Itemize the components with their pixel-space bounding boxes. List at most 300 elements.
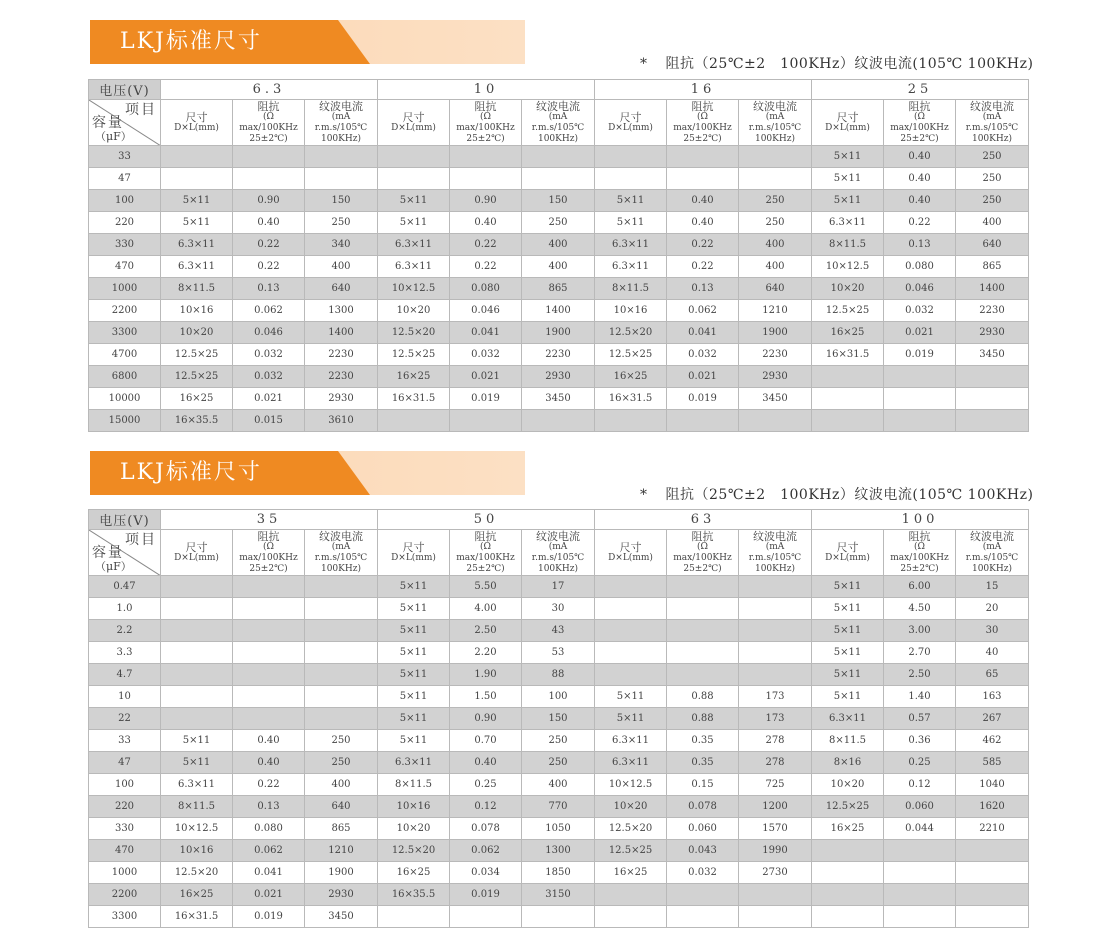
impedance-cell: 0.043 (667, 840, 739, 862)
ripple-current-cell: 1900 (522, 322, 595, 344)
ripple-current-cell: 250 (956, 190, 1029, 212)
impedance-cell: 0.40 (233, 212, 305, 234)
ripple-current-cell: 2930 (739, 366, 812, 388)
impedance-cell (884, 388, 956, 410)
impedance-cell: 0.22 (667, 256, 739, 278)
table-row (89, 906, 1029, 928)
ripple-header-line1: 纹波电流 (319, 99, 363, 113)
impedance-header-line3: 25±2℃) (466, 563, 505, 574)
ripple-current-cell: 770 (522, 796, 595, 818)
impedance-cell: 0.080 (884, 256, 956, 278)
ripple-current-cell: 53 (522, 642, 595, 664)
ripple-header-line1: 纹波电流 (970, 529, 1014, 543)
size-cell: 5×11 (161, 190, 233, 212)
size-cell: 5×11 (812, 190, 884, 212)
size-cell (595, 664, 667, 686)
size-cell: 6.3×11 (595, 752, 667, 774)
size-cell (378, 906, 450, 928)
size-cell (595, 906, 667, 928)
table-row (89, 234, 1029, 256)
impedance-cell: 0.060 (667, 818, 739, 840)
measurement-note (640, 53, 1033, 73)
impedance-cell: 0.90 (450, 190, 522, 212)
size-cell: 5×11 (378, 730, 450, 752)
table-row (89, 818, 1029, 840)
ripple-column-header (522, 530, 595, 576)
voltage-value: 6.3 (161, 80, 378, 100)
ripple-current-cell: 2210 (956, 818, 1029, 840)
size-header-line2: D×L(mm) (174, 552, 219, 563)
size-cell: 16×31.5 (812, 344, 884, 366)
impedance-cell: 1.50 (450, 686, 522, 708)
voltage-label: 电压(V) (89, 510, 161, 530)
impedance-cell (884, 410, 956, 432)
ripple-current-cell: 865 (956, 256, 1029, 278)
note-star: * (640, 56, 648, 72)
impedance-header-line2: (Ω max/100KHz (673, 541, 732, 563)
impedance-cell: 0.40 (667, 190, 739, 212)
impedance-cell: 4.00 (450, 598, 522, 620)
size-cell: 10×20 (378, 818, 450, 840)
ripple-header-line3: 100KHz) (537, 133, 578, 144)
impedance-cell: 0.13 (667, 278, 739, 300)
ripple-current-cell (956, 388, 1029, 410)
impedance-cell (884, 366, 956, 388)
impedance-cell: 0.019 (450, 388, 522, 410)
size-cell: 12.5×25 (812, 796, 884, 818)
impedance-cell (667, 168, 739, 190)
impedance-cell: 0.021 (667, 366, 739, 388)
size-cell: 16×31.5 (161, 906, 233, 928)
ripple-current-cell: 2930 (522, 366, 595, 388)
ripple-column-header (305, 530, 378, 576)
ripple-current-cell: 163 (956, 686, 1029, 708)
size-cell: 10×20 (161, 322, 233, 344)
ripple-current-cell: 1850 (522, 862, 595, 884)
ripple-current-cell: 250 (956, 146, 1029, 168)
voltage-value: 50 (378, 510, 595, 530)
size-cell (161, 708, 233, 730)
ripple-current-cell (739, 410, 812, 432)
ripple-header-line3: 100KHz) (971, 563, 1012, 574)
impedance-cell: 0.034 (450, 862, 522, 884)
impedance-cell: 0.041 (450, 322, 522, 344)
size-column-header (812, 530, 884, 576)
impedance-cell: 0.060 (884, 796, 956, 818)
impedance-cell: 0.40 (667, 212, 739, 234)
table-row (89, 366, 1029, 388)
size-header-line1: 尺寸 (402, 110, 425, 124)
ripple-current-cell (305, 708, 378, 730)
size-cell: 10×12.5 (812, 256, 884, 278)
impedance-cell: 0.032 (884, 300, 956, 322)
impedance-cell: 0.032 (667, 344, 739, 366)
size-cell: 5×11 (378, 642, 450, 664)
ripple-current-cell: 640 (305, 796, 378, 818)
ripple-current-cell: 250 (305, 752, 378, 774)
ripple-current-cell: 2230 (305, 366, 378, 388)
ripple-current-cell: 150 (305, 190, 378, 212)
size-cell: 5×11 (161, 730, 233, 752)
impedance-cell: 0.15 (667, 774, 739, 796)
ripple-current-cell: 400 (522, 256, 595, 278)
section-title: LKJ标准尺寸 (120, 29, 262, 54)
impedance-column-header (884, 530, 956, 576)
size-header-line2: D×L(mm) (825, 122, 870, 133)
ripple-current-cell: 250 (522, 730, 595, 752)
ripple-current-cell: 2930 (305, 884, 378, 906)
ripple-header-line2: (mA r.m.s/105℃ (531, 541, 585, 563)
capacitance-cell: 100 (89, 190, 161, 212)
impedance-header-line3: 25±2℃) (466, 133, 505, 144)
size-cell: 8×11.5 (378, 774, 450, 796)
ripple-current-cell (305, 598, 378, 620)
size-cell: 5×11 (812, 598, 884, 620)
ripple-current-cell (739, 576, 812, 598)
ripple-column-header (739, 530, 812, 576)
table-row (89, 730, 1029, 752)
ripple-current-cell (305, 576, 378, 598)
voltage-value: 16 (595, 80, 812, 100)
ripple-current-cell: 340 (305, 234, 378, 256)
ripple-current-cell (739, 642, 812, 664)
size-cell: 12.5×25 (595, 840, 667, 862)
size-cell: 5×11 (378, 664, 450, 686)
ripple-current-cell (739, 664, 812, 686)
table-row (89, 256, 1029, 278)
ripple-current-cell: 2230 (305, 344, 378, 366)
table-row (89, 686, 1029, 708)
impedance-cell: 0.40 (233, 730, 305, 752)
size-cell: 5×11 (812, 146, 884, 168)
impedance-cell (233, 146, 305, 168)
ripple-current-cell: 150 (522, 190, 595, 212)
ripple-current-cell (956, 410, 1029, 432)
ripple-current-cell: 2930 (956, 322, 1029, 344)
note-text: 阻抗（25℃±2 100KHz）纹波电流(105℃ 100KHz) (665, 56, 1034, 72)
ripple-current-cell: 250 (522, 752, 595, 774)
impedance-column-header (884, 100, 956, 146)
table-row (89, 344, 1029, 366)
impedance-cell: 0.062 (667, 300, 739, 322)
ripple-current-cell: 1210 (739, 300, 812, 322)
impedance-cell: 0.13 (884, 234, 956, 256)
capacitance-cell: 10000 (89, 388, 161, 410)
size-cell (812, 840, 884, 862)
ripple-current-cell: 462 (956, 730, 1029, 752)
size-header-line2: D×L(mm) (174, 122, 219, 133)
table-row (89, 168, 1029, 190)
size-cell (161, 620, 233, 642)
impedance-header-line3: 25±2℃) (900, 563, 939, 574)
section-title: LKJ标准尺寸 (120, 460, 262, 485)
size-cell: 6.3×11 (161, 256, 233, 278)
size-cell: 6.3×11 (378, 752, 450, 774)
size-cell: 5×11 (378, 620, 450, 642)
size-cell: 16×25 (595, 862, 667, 884)
column-header-row (89, 530, 1029, 576)
ripple-current-cell: 43 (522, 620, 595, 642)
impedance-column-header (233, 530, 305, 576)
ripple-current-cell: 1570 (739, 818, 812, 840)
corner-item-label: 项目 (125, 102, 157, 118)
ripple-header-line1: 纹波电流 (319, 529, 363, 543)
size-cell: 6.3×11 (595, 730, 667, 752)
size-cell: 16×25 (812, 322, 884, 344)
size-cell (161, 576, 233, 598)
ripple-current-cell: 2230 (522, 344, 595, 366)
size-cell: 5×11 (378, 190, 450, 212)
impedance-cell (884, 840, 956, 862)
impedance-cell: 0.22 (667, 234, 739, 256)
impedance-cell: 0.062 (233, 840, 305, 862)
ripple-header-line2: (mA r.m.s/105℃ (965, 541, 1019, 563)
impedance-cell: 0.019 (233, 906, 305, 928)
size-cell (812, 884, 884, 906)
impedance-cell: 0.36 (884, 730, 956, 752)
impedance-header-line3: 25±2℃) (900, 133, 939, 144)
ripple-current-cell: 400 (739, 234, 812, 256)
capacitance-cell: 10 (89, 686, 161, 708)
ripple-current-cell (739, 598, 812, 620)
capacitance-cell: 22 (89, 708, 161, 730)
ripple-current-cell: 278 (739, 752, 812, 774)
size-cell: 16×25 (812, 818, 884, 840)
corner-item-label: 项目 (125, 532, 157, 548)
impedance-header-line1: 阻抗 (691, 99, 714, 113)
ripple-current-cell (305, 686, 378, 708)
impedance-cell: 0.032 (233, 344, 305, 366)
spec-table (88, 79, 1029, 432)
capacitance-cell: 330 (89, 818, 161, 840)
size-header-line2: D×L(mm) (391, 552, 436, 563)
size-cell (595, 576, 667, 598)
spec-table (88, 509, 1029, 928)
size-cell: 10×20 (378, 300, 450, 322)
ripple-current-cell (305, 168, 378, 190)
size-header-line1: 尺寸 (185, 540, 208, 554)
ripple-current-cell: 1620 (956, 796, 1029, 818)
size-cell: 5×11 (812, 168, 884, 190)
capacitance-cell: 100 (89, 774, 161, 796)
impedance-cell: 2.50 (450, 620, 522, 642)
size-cell (161, 146, 233, 168)
ripple-current-cell: 3450 (739, 388, 812, 410)
section-banner (90, 451, 525, 495)
table-row (89, 410, 1029, 432)
ripple-current-cell: 400 (956, 212, 1029, 234)
size-cell (812, 862, 884, 884)
ripple-current-cell: 400 (522, 774, 595, 796)
ripple-current-cell (956, 862, 1029, 884)
impedance-header-line3: 25±2℃) (249, 133, 288, 144)
note-text: 阻抗（25℃±2 100KHz）纹波电流(105℃ 100KHz) (665, 487, 1034, 503)
size-cell (378, 146, 450, 168)
corner-unit-label: （μF） (95, 130, 132, 143)
impedance-cell: 0.35 (667, 730, 739, 752)
ripple-current-cell: 1300 (522, 840, 595, 862)
impedance-column-header (667, 100, 739, 146)
size-column-header (812, 100, 884, 146)
ripple-current-cell (739, 146, 812, 168)
ripple-header-line2: (mA r.m.s/105℃ (748, 111, 802, 133)
size-cell (595, 620, 667, 642)
size-cell: 8×11.5 (812, 730, 884, 752)
table-row (89, 664, 1029, 686)
size-cell: 5×11 (812, 576, 884, 598)
table-row (89, 796, 1029, 818)
ripple-current-cell (305, 620, 378, 642)
ripple-current-cell: 2730 (739, 862, 812, 884)
capacitance-cell: 2200 (89, 300, 161, 322)
ripple-current-cell: 2930 (305, 388, 378, 410)
capacitance-cell: 33 (89, 730, 161, 752)
ripple-current-cell: 865 (522, 278, 595, 300)
ripple-header-line1: 纹波电流 (970, 99, 1014, 113)
impedance-cell (667, 410, 739, 432)
table-row (89, 642, 1029, 664)
ripple-current-cell: 3450 (305, 906, 378, 928)
impedance-cell: 0.041 (667, 322, 739, 344)
impedance-cell: 0.40 (450, 212, 522, 234)
size-column-header (595, 100, 667, 146)
impedance-cell (233, 576, 305, 598)
impedance-cell: 2.20 (450, 642, 522, 664)
ripple-current-cell: 30 (522, 598, 595, 620)
impedance-cell: 0.062 (233, 300, 305, 322)
impedance-cell: 0.015 (233, 410, 305, 432)
impedance-cell (667, 146, 739, 168)
table-row (89, 862, 1029, 884)
size-cell: 12.5×20 (378, 840, 450, 862)
size-column-header (161, 100, 233, 146)
size-cell: 16×35.5 (161, 410, 233, 432)
ripple-current-cell: 3610 (305, 410, 378, 432)
impedance-cell (667, 598, 739, 620)
impedance-header-line3: 25±2℃) (249, 563, 288, 574)
ripple-current-cell (739, 906, 812, 928)
impedance-header-line2: (Ω max/100KHz (239, 541, 298, 563)
ripple-current-cell: 400 (522, 234, 595, 256)
size-cell (378, 168, 450, 190)
impedance-cell: 0.032 (667, 862, 739, 884)
size-cell: 10×16 (161, 300, 233, 322)
impedance-cell: 0.35 (667, 752, 739, 774)
size-cell: 16×31.5 (378, 388, 450, 410)
size-cell: 16×25 (161, 388, 233, 410)
table-row (89, 146, 1029, 168)
impedance-cell: 0.22 (233, 256, 305, 278)
ripple-current-cell: 250 (305, 212, 378, 234)
size-cell: 6.3×11 (378, 256, 450, 278)
impedance-cell (233, 708, 305, 730)
size-cell: 8×11.5 (161, 796, 233, 818)
size-header-line1: 尺寸 (619, 540, 642, 554)
ripple-column-header (956, 100, 1029, 146)
table-row (89, 884, 1029, 906)
size-cell: 12.5×25 (161, 366, 233, 388)
impedance-cell (233, 664, 305, 686)
size-header-line2: D×L(mm) (608, 122, 653, 133)
impedance-cell (450, 410, 522, 432)
size-cell: 5×11 (378, 576, 450, 598)
impedance-cell: 1.40 (884, 686, 956, 708)
impedance-cell: 0.019 (450, 884, 522, 906)
ripple-current-cell: 1900 (305, 862, 378, 884)
impedance-cell: 0.080 (233, 818, 305, 840)
ripple-current-cell: 1400 (956, 278, 1029, 300)
size-cell: 5×11 (378, 686, 450, 708)
size-cell (161, 686, 233, 708)
ripple-current-cell: 400 (305, 774, 378, 796)
impedance-cell: 4.50 (884, 598, 956, 620)
size-header-line2: D×L(mm) (825, 552, 870, 563)
ripple-current-cell: 250 (305, 730, 378, 752)
size-header-line1: 尺寸 (619, 110, 642, 124)
impedance-cell: 0.88 (667, 708, 739, 730)
size-cell: 5×11 (378, 708, 450, 730)
impedance-header-line2: (Ω max/100KHz (456, 111, 515, 133)
ripple-current-cell: 1300 (305, 300, 378, 322)
size-cell (161, 664, 233, 686)
size-cell (812, 366, 884, 388)
capacitance-cell: 4700 (89, 344, 161, 366)
size-cell: 5×11 (812, 664, 884, 686)
capacitance-cell: 3300 (89, 906, 161, 928)
size-cell: 12.5×20 (378, 322, 450, 344)
section-banner (90, 20, 525, 64)
size-cell (812, 410, 884, 432)
ripple-current-cell: 3150 (522, 884, 595, 906)
ripple-current-cell: 1210 (305, 840, 378, 862)
capacitance-cell: 470 (89, 256, 161, 278)
size-cell (595, 598, 667, 620)
voltage-value: 35 (161, 510, 378, 530)
column-header-row (89, 100, 1029, 146)
ripple-current-cell (739, 620, 812, 642)
capacitance-cell: 47 (89, 168, 161, 190)
impedance-cell: 0.019 (884, 344, 956, 366)
ripple-header-line1: 纹波电流 (753, 529, 797, 543)
impedance-cell: 0.13 (233, 796, 305, 818)
size-cell: 8×11.5 (812, 234, 884, 256)
ripple-header-line1: 纹波电流 (753, 99, 797, 113)
size-cell: 12.5×20 (595, 322, 667, 344)
size-header-line2: D×L(mm) (391, 122, 436, 133)
impedance-cell: 0.88 (667, 686, 739, 708)
ripple-current-cell: 2230 (739, 344, 812, 366)
size-cell: 6.3×11 (812, 708, 884, 730)
ripple-current-cell: 1040 (956, 774, 1029, 796)
impedance-cell: 0.57 (884, 708, 956, 730)
impedance-cell (233, 168, 305, 190)
size-cell (161, 168, 233, 190)
table-row (89, 212, 1029, 234)
ripple-current-cell: 2230 (956, 300, 1029, 322)
ripple-header-line2: (mA r.m.s/105℃ (314, 541, 368, 563)
impedance-cell (233, 686, 305, 708)
impedance-header-line1: 阻抗 (691, 529, 714, 543)
capacitance-cell: 4.7 (89, 664, 161, 686)
impedance-cell: 0.021 (450, 366, 522, 388)
size-cell: 16×31.5 (595, 388, 667, 410)
impedance-cell: 0.12 (884, 774, 956, 796)
capacitance-cell: 15000 (89, 410, 161, 432)
size-cell (595, 410, 667, 432)
size-cell: 6.3×11 (161, 774, 233, 796)
size-cell (378, 410, 450, 432)
ripple-current-cell: 173 (739, 708, 812, 730)
